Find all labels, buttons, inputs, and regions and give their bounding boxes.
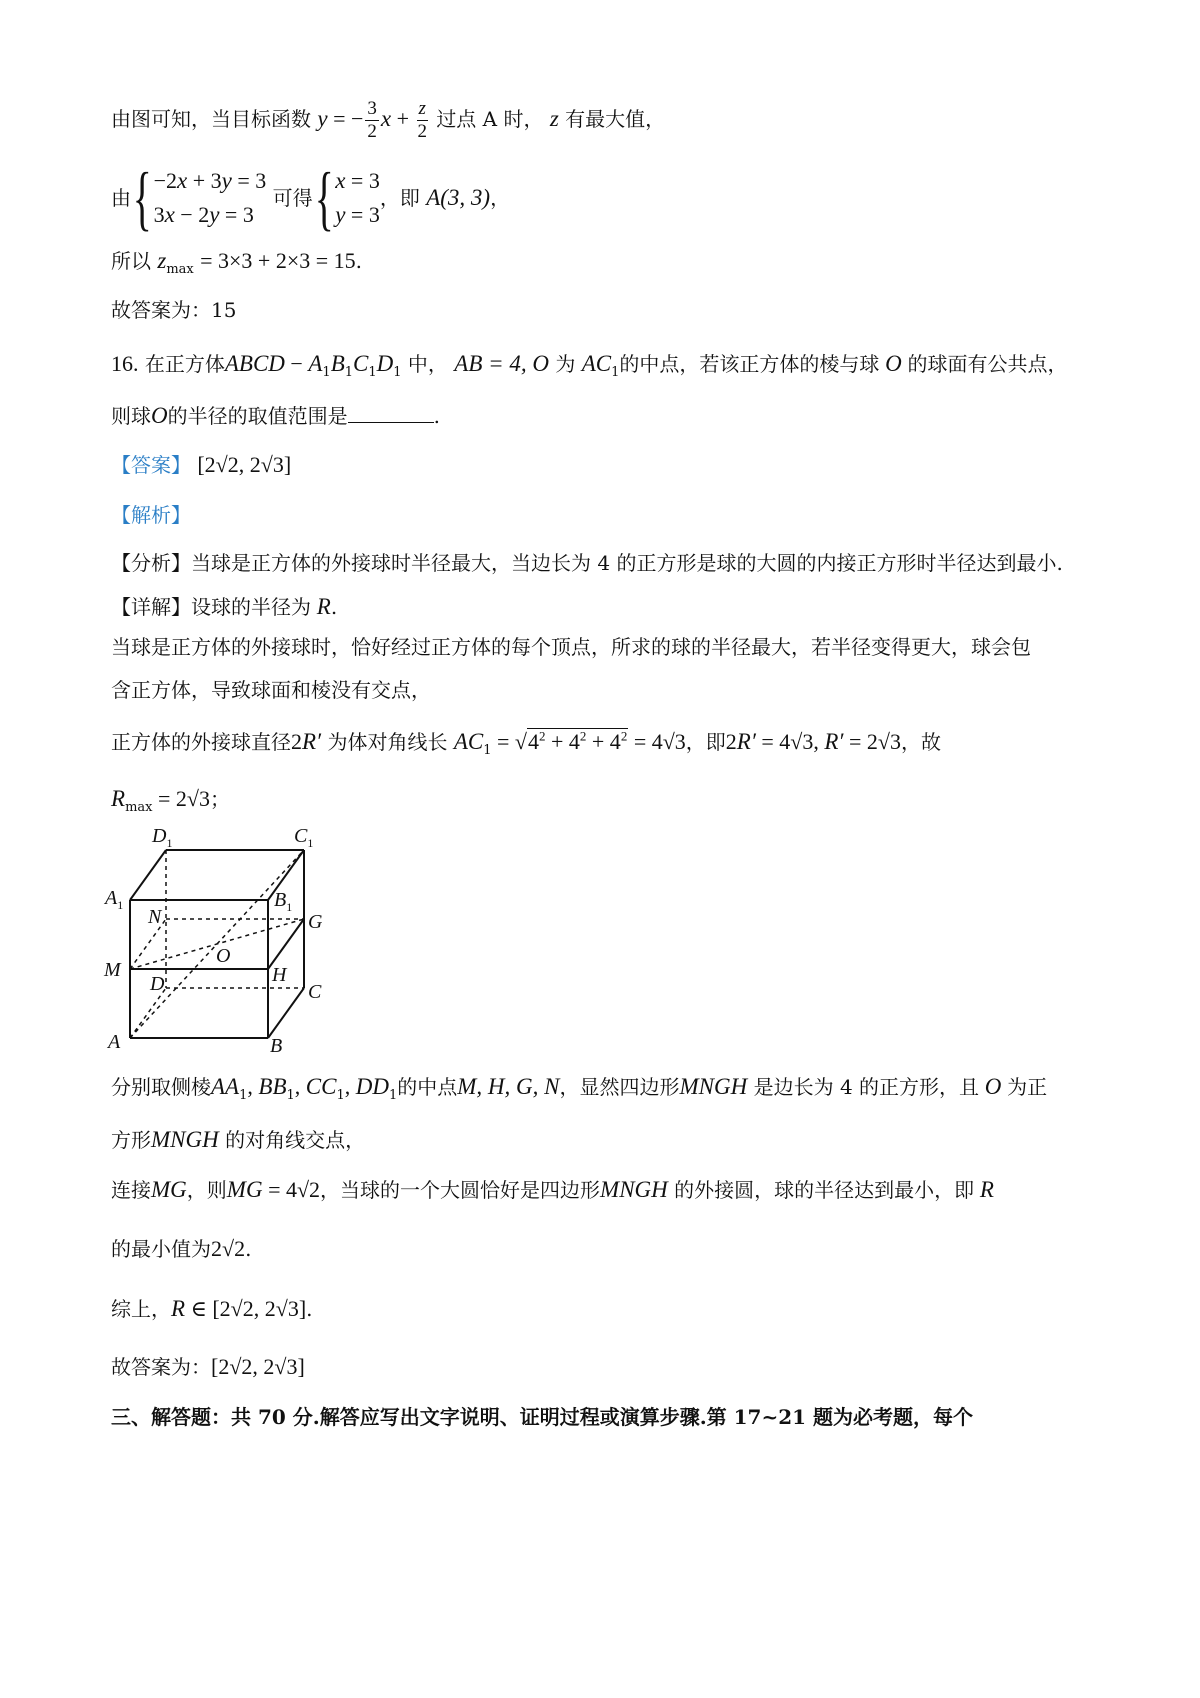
paragraph-1: 当球是正方体的外接球时，恰好经过正方体的每个顶点，所求的球的半径最大，若半径变得更大，球会包 — [111, 635, 1031, 659]
label-A1: $A_1$ — [105, 887, 124, 912]
answer-value: [2√2, 2√3] — [197, 452, 292, 477]
fenxi-line: 【分析】当球是正方体的外接球时半径最大，当边长为 4 的正方形是球的大圆的内接正方形时半径达到最小. — [111, 551, 1063, 575]
answer-blank — [348, 422, 434, 423]
paragraph-10: 故答案为：[2√2, 2√3] — [111, 1354, 305, 1379]
label-G: G — [308, 911, 323, 933]
equation-system-2: x = 3 y = 3 — [335, 168, 380, 227]
label-B1: $B_1$ — [274, 889, 293, 914]
label-B: B — [270, 1035, 283, 1057]
paragraph-8: 的最小值为2√2. — [111, 1236, 252, 1261]
label-C1: $C_1$ — [294, 825, 314, 850]
q16-stem-line-2: 则球O的半径的取值范围是 . — [111, 403, 440, 428]
edge-AD-hidden — [130, 988, 166, 1038]
segment-HG — [268, 919, 304, 969]
prev-line-2: 由{−2x + 3y = 3 3x − 2y = 3 可得{x = 3 y = 3，即 A(3, 3)， — [111, 158, 511, 238]
xiangjie-line: 【详解】设球的半径为 R. — [111, 594, 338, 619]
answer-line — [111, 452, 291, 478]
prev-line-1: 由图可知，当目标函数 y = − $\frac{3}{2}$ x + $\frac{z}{2}$ 过点 A 时， z 有最大值， — [111, 98, 666, 142]
label-D: D — [150, 973, 165, 995]
prev-line-3: 所以 $z_{max} = 3\times 3 + 2\times 3 = 15$. — [111, 248, 362, 277]
answer-tag: 【答案】 — [111, 453, 191, 477]
section-3-heading: 三、解答题：共 70 分.解答应写出文字说明、证明过程或演算步骤.第 17~21 题为必考题，每个 — [111, 1405, 974, 1429]
paragraph-2: 含正方体，导致球面和棱没有交点， — [111, 678, 431, 702]
fraction-3-2: $\frac{3}{2}$ — [367, 98, 377, 142]
analysis-tag: 【解析】 — [111, 503, 191, 527]
label-A: A — [108, 1031, 121, 1053]
paragraph-7: 连接MG，则MG = 4√2，当球的一个大圆恰好是四边形MNGH 的外接圆，球的半径达到最小，即 R — [111, 1177, 994, 1202]
paragraph-5: 分别取侧棱$AA_1$, $BB_1$, $CC_1$, $DD_1$的中点M, H, G, N，显然四边形MNGH 是边长为 4 的正方形，且 O 为正 — [111, 1074, 1048, 1103]
label-N: N — [148, 906, 162, 928]
edge-A1D1 — [130, 850, 166, 900]
paragraph-4: $R_{max} = 2√3$； — [111, 786, 230, 815]
fraction-z-2: $\frac{z}{2}$ — [417, 98, 427, 142]
label-C: C — [308, 981, 322, 1003]
edge-BC — [268, 988, 304, 1038]
paragraph-3: 正方体的外接球直径2R′ 为体对角线长 $AC_1 = √4^2 + 4^2 + 4^2 = 4√3$，即2R′ = 4√3, R′ = 2√3，故 — [111, 728, 941, 758]
label-M: M — [104, 959, 121, 981]
paragraph-6: 方形MNGH 的对角线交点， — [111, 1127, 366, 1152]
paragraph-9: 综上，R ∈ [2√2, 2√3]. — [111, 1296, 313, 1321]
label-O: O — [216, 945, 231, 967]
label-D1: $D_1$ — [152, 825, 173, 850]
prev-answer: 故答案为：15 — [111, 298, 237, 322]
label-H: H — [272, 964, 287, 986]
equation-system-1: −2x + 3y = 3 3x − 2y = 3 — [153, 168, 267, 227]
cube-figure — [100, 820, 340, 1065]
q16-stem-line-1: 16. 在正方体ABCD − $A_1B_1C_1D_1$ 中， AB = 4, O 为 $AC_1$的中点，若该正方体的棱与球 O 的球面有公共点， — [111, 351, 1068, 380]
